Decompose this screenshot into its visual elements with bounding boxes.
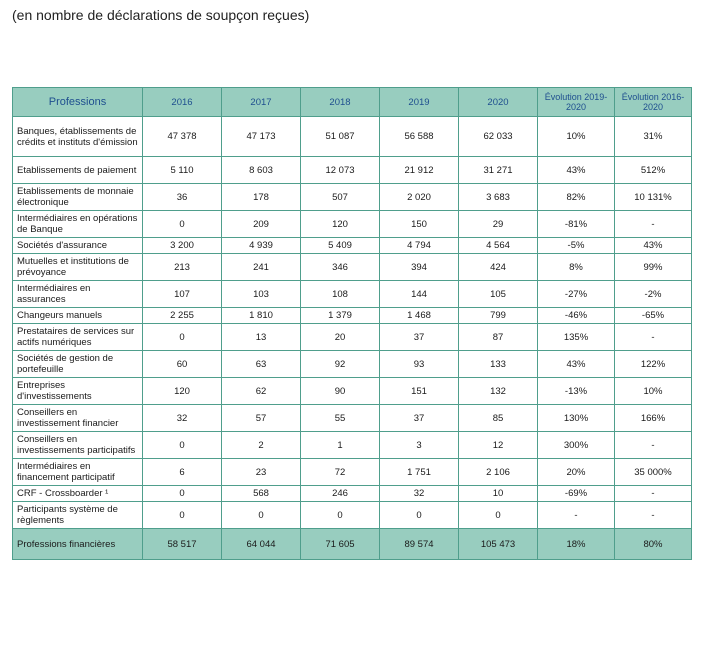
cell-evolution-2019-2020: 43% bbox=[538, 351, 615, 378]
row-profession: Intermédiaires en financement participatif bbox=[13, 459, 143, 486]
cell-2018: 92 bbox=[301, 351, 380, 378]
table-row bbox=[13, 184, 692, 211]
cell-evolution-2019-2020: - bbox=[538, 502, 615, 529]
table-row bbox=[13, 308, 692, 324]
cell-2018: 90 bbox=[301, 378, 380, 405]
cell-2017: 13 bbox=[222, 324, 301, 351]
cell-2020: 0 bbox=[459, 502, 538, 529]
header-evolution-2019-2020: Évolution 2019-2020 bbox=[538, 88, 615, 117]
cell-evolution-2019-2020: -27% bbox=[538, 281, 615, 308]
cell-2017: 62 bbox=[222, 378, 301, 405]
table-row bbox=[13, 117, 692, 157]
total-evolution-2019-2020: 18% bbox=[538, 529, 615, 560]
cell-2016: 0 bbox=[143, 211, 222, 238]
total-2019: 89 574 bbox=[380, 529, 459, 560]
row-profession: Prestataires de services sur actifs numériques bbox=[13, 324, 143, 351]
cell-evolution-2019-2020: -5% bbox=[538, 238, 615, 254]
header-2018: 2018 bbox=[301, 88, 380, 117]
cell-evolution-2019-2020: 82% bbox=[538, 184, 615, 211]
row-profession: Changeurs manuels bbox=[13, 308, 143, 324]
cell-evolution-2019-2020: -81% bbox=[538, 211, 615, 238]
cell-2020: 424 bbox=[459, 254, 538, 281]
cell-2017: 63 bbox=[222, 351, 301, 378]
cell-2017: 2 bbox=[222, 432, 301, 459]
cell-2020: 87 bbox=[459, 324, 538, 351]
cell-2017: 1 810 bbox=[222, 308, 301, 324]
table-header-row bbox=[13, 88, 692, 117]
cell-2016: 47 378 bbox=[143, 117, 222, 157]
header-professions: Professions bbox=[13, 88, 143, 117]
cell-2017: 0 bbox=[222, 502, 301, 529]
cell-2020: 132 bbox=[459, 378, 538, 405]
cell-evolution-2019-2020: 135% bbox=[538, 324, 615, 351]
cell-2020: 29 bbox=[459, 211, 538, 238]
cell-2019: 3 bbox=[380, 432, 459, 459]
cell-evolution-2019-2020: 8% bbox=[538, 254, 615, 281]
cell-2018: 12 073 bbox=[301, 157, 380, 184]
cell-2018: 1 bbox=[301, 432, 380, 459]
cell-2020: 2 106 bbox=[459, 459, 538, 486]
cell-evolution-2016-2020: - bbox=[615, 502, 692, 529]
table-row bbox=[13, 459, 692, 486]
cell-2020: 105 bbox=[459, 281, 538, 308]
cell-2019: 2 020 bbox=[380, 184, 459, 211]
table-row bbox=[13, 351, 692, 378]
table-row bbox=[13, 378, 692, 405]
cell-2016: 0 bbox=[143, 324, 222, 351]
cell-evolution-2016-2020: 512% bbox=[615, 157, 692, 184]
cell-2019: 37 bbox=[380, 324, 459, 351]
cell-2019: 56 588 bbox=[380, 117, 459, 157]
cell-2019: 4 794 bbox=[380, 238, 459, 254]
header-2019: 2019 bbox=[380, 88, 459, 117]
cell-2017: 209 bbox=[222, 211, 301, 238]
row-profession: Intermédiaires en assurances bbox=[13, 281, 143, 308]
cell-2020: 4 564 bbox=[459, 238, 538, 254]
cell-evolution-2016-2020: -2% bbox=[615, 281, 692, 308]
cell-evolution-2016-2020: - bbox=[615, 211, 692, 238]
cell-evolution-2019-2020: 300% bbox=[538, 432, 615, 459]
cell-2018: 1 379 bbox=[301, 308, 380, 324]
cell-evolution-2019-2020: 20% bbox=[538, 459, 615, 486]
total-2018: 71 605 bbox=[301, 529, 380, 560]
cell-2019: 93 bbox=[380, 351, 459, 378]
table-row bbox=[13, 324, 692, 351]
row-profession: Etablissements de monnaie électronique bbox=[13, 184, 143, 211]
cell-2018: 51 087 bbox=[301, 117, 380, 157]
table-row bbox=[13, 238, 692, 254]
table-row bbox=[13, 486, 692, 502]
row-profession: CRF - Crossboarder ¹ bbox=[13, 486, 143, 502]
cell-2016: 5 110 bbox=[143, 157, 222, 184]
cell-2019: 144 bbox=[380, 281, 459, 308]
table-row bbox=[13, 254, 692, 281]
cell-evolution-2016-2020: 10% bbox=[615, 378, 692, 405]
cell-2016: 213 bbox=[143, 254, 222, 281]
row-profession: Intermédiaires en opérations de Banque bbox=[13, 211, 143, 238]
cell-2019: 1 468 bbox=[380, 308, 459, 324]
total-2016: 58 517 bbox=[143, 529, 222, 560]
table-row bbox=[13, 281, 692, 308]
cell-2016: 0 bbox=[143, 502, 222, 529]
cell-evolution-2019-2020: -46% bbox=[538, 308, 615, 324]
cell-2016: 2 255 bbox=[143, 308, 222, 324]
cell-2017: 4 939 bbox=[222, 238, 301, 254]
cell-2017: 241 bbox=[222, 254, 301, 281]
cell-2016: 6 bbox=[143, 459, 222, 486]
header-evolution-2016-2020: Évolution 2016-2020 bbox=[615, 88, 692, 117]
total-row bbox=[13, 529, 692, 560]
cell-2020: 31 271 bbox=[459, 157, 538, 184]
row-profession: Etablissements de paiement bbox=[13, 157, 143, 184]
cell-2018: 346 bbox=[301, 254, 380, 281]
cell-2016: 3 200 bbox=[143, 238, 222, 254]
cell-2016: 36 bbox=[143, 184, 222, 211]
table-row bbox=[13, 405, 692, 432]
cell-2018: 0 bbox=[301, 502, 380, 529]
cell-2016: 0 bbox=[143, 486, 222, 502]
cell-evolution-2016-2020: 99% bbox=[615, 254, 692, 281]
cell-2018: 120 bbox=[301, 211, 380, 238]
cell-2018: 507 bbox=[301, 184, 380, 211]
row-profession: Conseillers en investissement financier bbox=[13, 405, 143, 432]
header-2016: 2016 bbox=[143, 88, 222, 117]
table-row bbox=[13, 502, 692, 529]
cell-2018: 246 bbox=[301, 486, 380, 502]
row-profession: Banques, établissements de crédits et instituts d'émission bbox=[13, 117, 143, 157]
cell-2020: 3 683 bbox=[459, 184, 538, 211]
cell-evolution-2016-2020: 31% bbox=[615, 117, 692, 157]
cell-2018: 5 409 bbox=[301, 238, 380, 254]
cell-2017: 103 bbox=[222, 281, 301, 308]
cell-evolution-2016-2020: -65% bbox=[615, 308, 692, 324]
cell-2020: 12 bbox=[459, 432, 538, 459]
total-2017: 64 044 bbox=[222, 529, 301, 560]
cell-evolution-2016-2020: 35 000% bbox=[615, 459, 692, 486]
cell-2020: 85 bbox=[459, 405, 538, 432]
cell-2017: 178 bbox=[222, 184, 301, 211]
cell-2018: 72 bbox=[301, 459, 380, 486]
row-profession: Sociétés d'assurance bbox=[13, 238, 143, 254]
table-row bbox=[13, 157, 692, 184]
cell-evolution-2019-2020: -69% bbox=[538, 486, 615, 502]
cell-2020: 10 bbox=[459, 486, 538, 502]
total-2020: 105 473 bbox=[459, 529, 538, 560]
cell-2016: 120 bbox=[143, 378, 222, 405]
cell-2019: 150 bbox=[380, 211, 459, 238]
cell-2019: 21 912 bbox=[380, 157, 459, 184]
row-profession: Conseillers en investissements participatifs bbox=[13, 432, 143, 459]
cell-2019: 1 751 bbox=[380, 459, 459, 486]
cell-2018: 55 bbox=[301, 405, 380, 432]
cell-2019: 394 bbox=[380, 254, 459, 281]
cell-2019: 151 bbox=[380, 378, 459, 405]
cell-2019: 0 bbox=[380, 502, 459, 529]
cell-2018: 108 bbox=[301, 281, 380, 308]
header-2020: 2020 bbox=[459, 88, 538, 117]
total-evolution-2016-2020: 80% bbox=[615, 529, 692, 560]
cell-evolution-2016-2020: - bbox=[615, 324, 692, 351]
cell-2017: 47 173 bbox=[222, 117, 301, 157]
table-subtitle: (en nombre de déclarations de soupçon reçues) bbox=[12, 7, 310, 23]
cell-2016: 107 bbox=[143, 281, 222, 308]
cell-2016: 32 bbox=[143, 405, 222, 432]
cell-2016: 0 bbox=[143, 432, 222, 459]
cell-evolution-2016-2020: 122% bbox=[615, 351, 692, 378]
cell-evolution-2019-2020: 130% bbox=[538, 405, 615, 432]
cell-evolution-2019-2020: 43% bbox=[538, 157, 615, 184]
cell-2017: 23 bbox=[222, 459, 301, 486]
header-2017: 2017 bbox=[222, 88, 301, 117]
cell-evolution-2019-2020: -13% bbox=[538, 378, 615, 405]
cell-2019: 32 bbox=[380, 486, 459, 502]
table-row bbox=[13, 211, 692, 238]
total-profession: Professions financières bbox=[13, 529, 143, 560]
cell-evolution-2016-2020: - bbox=[615, 486, 692, 502]
row-profession: Sociétés de gestion de portefeuille bbox=[13, 351, 143, 378]
row-profession: Entreprises d'investissements bbox=[13, 378, 143, 405]
cell-evolution-2016-2020: 43% bbox=[615, 238, 692, 254]
cell-evolution-2019-2020: 10% bbox=[538, 117, 615, 157]
cell-evolution-2016-2020: - bbox=[615, 432, 692, 459]
cell-2018: 20 bbox=[301, 324, 380, 351]
cell-2017: 8 603 bbox=[222, 157, 301, 184]
cell-evolution-2016-2020: 166% bbox=[615, 405, 692, 432]
cell-2017: 57 bbox=[222, 405, 301, 432]
cell-2017: 568 bbox=[222, 486, 301, 502]
row-profession: Participants système de règlements bbox=[13, 502, 143, 529]
row-profession: Mutuelles et institutions de prévoyance bbox=[13, 254, 143, 281]
cell-2020: 62 033 bbox=[459, 117, 538, 157]
table-row bbox=[13, 432, 692, 459]
cell-2016: 60 bbox=[143, 351, 222, 378]
cell-evolution-2016-2020: 10 131% bbox=[615, 184, 692, 211]
cell-2020: 799 bbox=[459, 308, 538, 324]
cell-2019: 37 bbox=[380, 405, 459, 432]
declarations-table bbox=[12, 87, 692, 560]
cell-2020: 133 bbox=[459, 351, 538, 378]
